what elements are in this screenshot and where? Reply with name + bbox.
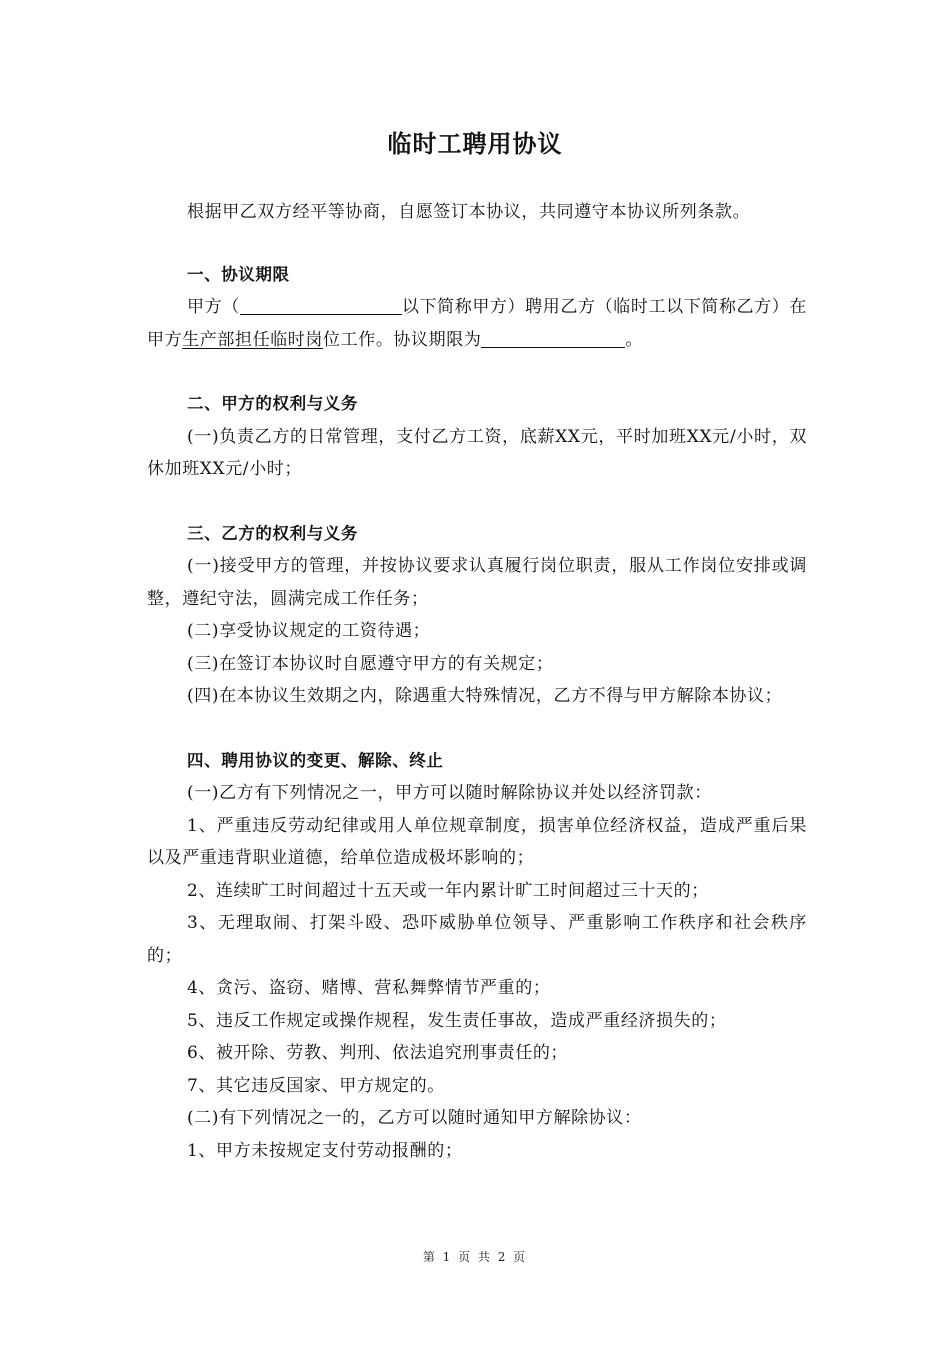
- section-heading-termination: 四、聘用协议的变更、解除、终止: [187, 750, 444, 770]
- term-period-blank: [481, 329, 625, 348]
- party-b-item: (四)在本协议生效期之内，除遇重大特殊情况，乙方不得与甲方解除本协议；: [187, 686, 783, 706]
- termination-item: 1、严重违反劳动纪律或用人单位规章制度，损害单位经济权益，造成严重后果以及严重违背职业道德，给单位造成极坏影响的；: [147, 815, 807, 868]
- document-title: 临时工聘用协议: [387, 130, 563, 158]
- party-b-item: (二)享受协议规定的工资待遇；: [187, 621, 431, 641]
- termination-item: 4、贪污、盗窃、赌博、营私舞弊情节严重的；: [187, 978, 551, 998]
- term-text-end: 。: [625, 329, 644, 350]
- position-underlined-text: 生产部担任临时岗: [182, 329, 324, 350]
- term-text-after-underline: 位工作。协议期限为: [323, 329, 482, 350]
- termination-item: 1、甲方未按规定支付劳动报酬的；: [187, 1140, 463, 1161]
- term-text-start: 甲方（: [187, 297, 240, 317]
- termination-item: (一)乙方有下列情况之一，甲方可以随时解除协议并处以经济罚款：: [187, 783, 712, 803]
- document-body: [147, 196, 807, 1167]
- termination-item: (二)有下列情况之一的，乙方可以随时通知甲方解除协议：: [187, 1108, 642, 1128]
- termination-item: 7、其它违反国家、甲方规定的。: [187, 1075, 445, 1096]
- term-paragraph: [147, 291, 807, 356]
- party-a-item: (一)负责乙方的日常管理，支付乙方工资，底薪XX元，平时加班XX元/小时，双休加班XX元/小时；: [147, 426, 807, 479]
- termination-item: 2、连续旷工时间超过十五天或一年内累计旷工时间超过三十天的；: [187, 880, 709, 901]
- termination-item: 6、被开除、劳教、判刑、依法追究刑事责任的；: [187, 1043, 569, 1063]
- termination-item: 5、违反工作规定或操作规程，发生责任事故，造成严重经济损失的；: [187, 1010, 727, 1031]
- section-heading-term: 一、协议期限: [187, 264, 290, 284]
- termination-item: 3、无理取闹、打架斗殴、恐吓威胁单位领导、严重影响工作秩序和社会秩序的；: [147, 913, 807, 966]
- section-heading-party-a: 二、甲方的权利与义务: [187, 394, 358, 413]
- section-heading-party-b: 三、乙方的权利与义务: [187, 523, 358, 543]
- party-b-item: (一)接受甲方的管理，并按协议要求认真履行岗位职责，服从工作岗位安排或调整，遵纪守法，圆满完成工作任务；: [147, 556, 807, 609]
- term-text-mid: 以下简称甲方）聘用乙方（临时工以下简称乙方）在甲方: [147, 297, 807, 350]
- page-number-footer: 第 1 页 共 2 页: [422, 1250, 528, 1264]
- party-b-item: (三)在签订本协议时自愿遵守甲方的有关规定；: [187, 653, 554, 674]
- party-a-name-blank: [240, 296, 402, 315]
- intro-paragraph: 根据甲乙双方经平等协商，自愿签订本协议，共同遵守本协议所列条款。: [187, 202, 751, 222]
